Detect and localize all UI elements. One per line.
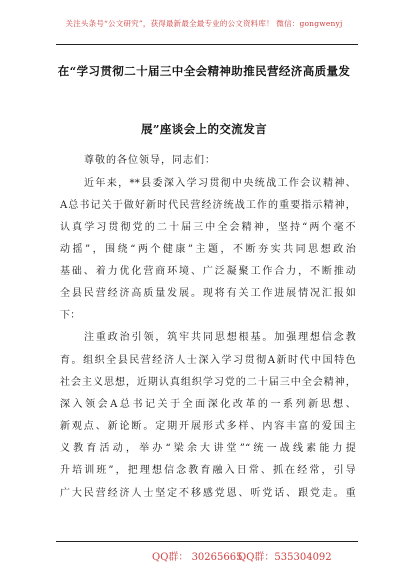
paragraph-line: 深入领会A总书记关于全面深化改革的一系列新思想、 xyxy=(60,399,356,410)
paragraph-line: A总书记关于做好新时代民营经济统战工作的重要指示精神， xyxy=(60,200,356,211)
paragraph-line: 义教育活动，举办“梁余大讲堂”“统一战线素能力提 xyxy=(60,443,356,454)
paragraph-line: 基础、着力优化营商环境、广泛凝聚工作合力，不断推动 xyxy=(60,266,356,277)
header-divider xyxy=(56,44,358,45)
paragraph-line: 新观点、新论断。定期开展形式多样、内容丰富的爱国主 xyxy=(60,421,356,432)
paragraph-line: 动摇”，围绕“两个健康”主题，不断夯实共同思想政治 xyxy=(60,244,356,255)
header-banner: 关注头条号“公文研究”，获得最新最全最专业的公文资料库！ 微信：gongwenyj xyxy=(65,19,343,28)
paragraph-line: 下： xyxy=(60,310,81,321)
paragraph-line: 社会主义思想，近期认真组织学习党的二十届三中全会精神， xyxy=(60,377,356,388)
paragraph-line: 近年来，**县委深入学习贯彻中央统战工作会议精神、 xyxy=(84,178,356,189)
paragraph-line: 注重政治引领，筑牢共同思想根基。加强理想信念教 xyxy=(84,332,356,343)
document-title-line-2: 展”座谈会上的交流发言 xyxy=(140,122,267,136)
footer-qq-group-1: QQ群： 30265665 xyxy=(152,552,243,563)
salutation: 尊敬的各位领导，同志们： xyxy=(84,155,216,166)
paragraph-line: 升培训班”，把理想信念教育融入日常、抓在经常，引导 xyxy=(60,465,356,476)
paragraph-line: 全县民营经济高质量发展。现将有关工作进展情况汇报如 xyxy=(60,288,356,299)
paragraph-line: 认真学习贯彻党的二十届三中全会精神，坚持“两个毫不 xyxy=(60,222,356,233)
paragraph-line: 广大民营经济人士坚定不移感党恩、听党话、跟党走。重 xyxy=(60,488,356,499)
document-title-line-1: 在“学习贯彻二十届三中全会精神助推民营经济高质量发 xyxy=(57,64,351,78)
footer-divider xyxy=(56,541,358,542)
paragraph-line: 育。组织全县民营经济人士深入学习贯彻A新时代中国特色 xyxy=(60,355,356,366)
footer-qq-group-2: QQ群：535304092 xyxy=(238,552,332,563)
